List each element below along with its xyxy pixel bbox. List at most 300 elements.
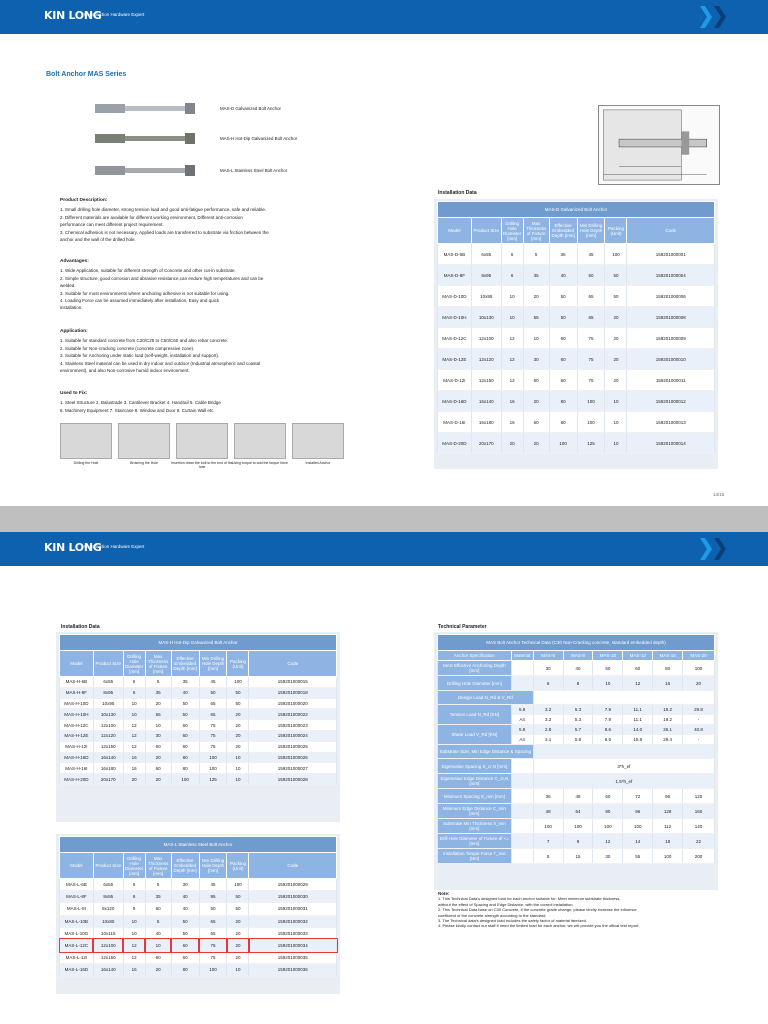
- table-cell: 120: [683, 789, 715, 804]
- table-cell: 60: [171, 952, 199, 964]
- table-cell: 112: [653, 819, 683, 834]
- table-cell: 20: [227, 730, 249, 741]
- table-row: [438, 849, 715, 864]
- step-label: Installed Anchor: [305, 461, 331, 465]
- table-cell: MAS-D-10D: [438, 286, 472, 307]
- table-cell: 65: [199, 709, 227, 720]
- table-cell: 10: [501, 286, 523, 307]
- row-label: Substrate Size, Min Edge Distance & Spacing: [438, 745, 534, 759]
- table-cell: 20: [683, 676, 715, 691]
- advantage-line: 1. Wide Application, suitable for different strength of Concrete and other cut-in substrate.: [60, 268, 236, 274]
- installation-steps: [60, 423, 350, 470]
- table-cell: 14: [623, 834, 653, 849]
- table-cell: 45: [577, 244, 605, 265]
- table-cell: 65: [577, 286, 605, 307]
- table-row: [438, 286, 715, 307]
- table-cell: 159201000026: [249, 752, 337, 763]
- table-cell: 10: [145, 720, 171, 731]
- application-line: 1. Suitable for standard concrete from C20/C25 to C50/C60 and also rebar concrete.: [60, 338, 229, 344]
- table-technical: [437, 634, 715, 864]
- table-cell: 10: [123, 709, 145, 720]
- column-header: MAS-6: [533, 651, 563, 661]
- table-row: [438, 691, 715, 705]
- table-cell: 10: [123, 698, 145, 709]
- table-cell: 10x95: [471, 286, 501, 307]
- step-label: Using torque to add the torque force: [231, 461, 289, 465]
- brand-logo: KIN LONG: [44, 9, 102, 22]
- table-cell: 159201000004: [627, 265, 715, 286]
- table-cell: 12x150: [471, 370, 501, 391]
- table-cell: 6x55: [93, 879, 123, 891]
- table-cell: 20: [523, 433, 549, 454]
- application-line: 2. Suitable for Non-cracking concrete (concrete compressive zone).: [60, 345, 195, 351]
- table-row: [438, 819, 715, 834]
- step-label: Insertion down the bolt to the end of the hole: [171, 461, 233, 470]
- table-cell: 30: [145, 730, 171, 741]
- product-label: MAS-D Galvanized Bolt Anchor: [220, 106, 282, 111]
- table-cell: 5: [145, 677, 171, 688]
- table-cell: 60: [593, 789, 623, 804]
- table-cell: 45: [199, 677, 227, 688]
- table-row: [438, 391, 715, 412]
- table-cell: 20: [227, 741, 249, 752]
- material-cell: [511, 819, 533, 834]
- table-row: [60, 741, 337, 752]
- used-to-fix: [60, 390, 350, 414]
- table-cell: MAS-D-10H: [438, 307, 472, 328]
- table-cell: 65: [199, 927, 227, 939]
- table-cell: 10x80: [93, 915, 123, 927]
- table-cell: MAS-L-10B: [60, 915, 94, 927]
- table-cell: 16: [123, 763, 145, 774]
- table-row: [60, 927, 337, 939]
- table-cell: 12: [123, 720, 145, 731]
- row-label: Drilling Hole Diameter [mm]: [438, 676, 512, 691]
- table-cell: 12: [623, 676, 653, 691]
- table-cell: -: [683, 735, 715, 745]
- column-header: Model: [60, 853, 94, 879]
- table-cell: 100: [623, 819, 653, 834]
- table-cell: 100: [227, 879, 249, 891]
- table-cell: 35: [523, 265, 549, 286]
- usedfor-heading: Used to Fix:: [60, 391, 88, 396]
- material-cell: [511, 834, 533, 849]
- column-header: Drilling Hole Diameter [mm]: [501, 218, 523, 244]
- table-cell: 50: [605, 265, 627, 286]
- table-cell: 10x130: [93, 709, 123, 720]
- table-cell: 3.1: [533, 735, 563, 745]
- column-header: Packing (Unit): [227, 853, 249, 879]
- table-cell: 159201000022: [249, 709, 337, 720]
- table-cell: 159201000010: [627, 349, 715, 370]
- table-cell: 10: [605, 412, 627, 433]
- table-cell: 159201000029: [249, 879, 337, 891]
- advantage-line: installation.: [60, 305, 83, 311]
- table-row: [438, 433, 715, 454]
- table-row: [438, 804, 715, 819]
- material-cell: 5.8: [511, 705, 533, 715]
- table-cell: 50: [227, 687, 249, 698]
- table-cell: 6: [123, 677, 145, 688]
- table-cell: 15: [563, 849, 593, 864]
- column-header: MAS-16: [653, 651, 683, 661]
- description-line: anchor and the wall of the drilled hole.: [60, 237, 136, 243]
- table-cell: 75: [199, 952, 227, 964]
- table-cell: 80: [171, 752, 199, 763]
- table-cell: 159201000032: [249, 915, 337, 927]
- column-header: MAS-20: [683, 651, 715, 661]
- catalog-page-14: [0, 0, 768, 506]
- table-cell: 20: [145, 964, 171, 976]
- table-cell: 20: [145, 774, 171, 785]
- table-cell: 35: [171, 677, 199, 688]
- column-header: Max Thickness of Fixture [mm]: [523, 218, 549, 244]
- table-cell: 50: [227, 891, 249, 903]
- table-cell: 6: [123, 687, 145, 698]
- table-cell: 159201000013: [627, 412, 715, 433]
- table-cell: 50: [171, 698, 199, 709]
- table-cell: 36: [533, 789, 563, 804]
- table-row: [438, 661, 715, 676]
- table-cell: 75: [199, 730, 227, 741]
- section-title: Bolt Anchor MAS Series: [46, 71, 127, 78]
- table-row: [60, 952, 337, 964]
- column-header: Code: [249, 651, 337, 677]
- table-cell: 80: [549, 391, 577, 412]
- table-cell: 5: [523, 244, 549, 265]
- table-cell: 20: [501, 433, 523, 454]
- column-header: Code: [249, 853, 337, 879]
- chevron-right-icon: [700, 538, 712, 560]
- table-cell: 50: [171, 915, 199, 927]
- table-cell: 20: [145, 752, 171, 763]
- material-cell: [511, 849, 533, 864]
- table-cell: MAS-H-16I: [60, 763, 94, 774]
- table-cell: MAS-L-8I: [60, 903, 94, 915]
- column-header: Model: [438, 218, 472, 244]
- table-cell: 12: [123, 730, 145, 741]
- table-cell: 20: [605, 328, 627, 349]
- table-cell: 80: [549, 412, 577, 433]
- table-mas-h: [59, 634, 337, 785]
- table-cell: 29.8: [683, 705, 715, 715]
- table-cell: 16: [653, 676, 683, 691]
- table-cell: 159201000025: [249, 741, 337, 752]
- table-cell: 159201000009: [627, 328, 715, 349]
- table-cell: 20: [227, 952, 249, 964]
- table-cell: 20: [227, 927, 249, 939]
- table-cell: 159201000035: [249, 952, 337, 964]
- table-cell: 10: [227, 964, 249, 976]
- table-cell: 159201000015: [249, 677, 337, 688]
- step-image: [60, 423, 112, 459]
- table-cell: MAS-H-16D: [60, 752, 94, 763]
- table-cell: MAS-D-20D: [438, 433, 472, 454]
- table-cell: 20x170: [93, 774, 123, 785]
- column-header: Max Thickness of Fixture [mm]: [145, 853, 171, 879]
- table-row: [438, 676, 715, 691]
- table-cell: 125: [577, 433, 605, 454]
- table-cell: 30: [171, 879, 199, 891]
- table-cell: 35: [145, 687, 171, 698]
- table-cell: 80: [653, 661, 683, 676]
- row-label: Eigenvalue Spacing S_cr,N [mm]: [438, 759, 512, 774]
- table-cell: 160: [683, 804, 715, 819]
- brand-logo: KIN LONG: [44, 541, 102, 554]
- table-cell: 60: [171, 730, 199, 741]
- table-cell: MAS-H-12C: [60, 720, 94, 731]
- table-cell: 10: [501, 307, 523, 328]
- step-image: [118, 423, 170, 459]
- table-row: [438, 328, 715, 349]
- row-label: Substrate Min Thickness h_min [mm]: [438, 819, 512, 834]
- table-cell: MAS-D-12I: [438, 370, 472, 391]
- table-cell: [533, 691, 714, 705]
- table-cell: MAS-D-8F: [438, 265, 472, 286]
- table-cell: 5: [145, 879, 171, 891]
- table-cell: 60: [549, 328, 577, 349]
- table-cell: 20: [227, 939, 249, 951]
- column-header: Anchor Specification: [438, 651, 512, 661]
- table-cell: 10: [227, 774, 249, 785]
- table-cell: 3.2: [533, 715, 563, 725]
- table-cell: 12: [593, 834, 623, 849]
- table-cell: 50: [549, 307, 577, 328]
- table-cell: 60: [171, 939, 199, 951]
- table-cell: 159201000020: [249, 698, 337, 709]
- column-header: Effective Embedded Depth [mm]: [171, 853, 199, 879]
- step-image: [292, 423, 344, 459]
- table-cell: 40: [171, 903, 199, 915]
- table-cell: 11.1: [623, 715, 653, 725]
- table-row: [60, 709, 337, 720]
- table-cell: 159201000034: [249, 939, 337, 951]
- table-cell: MAS-H-6B: [60, 677, 94, 688]
- table-cell: 159201000031: [249, 903, 337, 915]
- table-cell: 64: [563, 804, 593, 819]
- table-cell: 3*h_ef: [533, 759, 714, 774]
- table-cell: 10: [227, 752, 249, 763]
- table-cell: 16: [501, 412, 523, 433]
- table-caption: MAS-H Hot-Dip Galvanized Bolt Anchor: [60, 635, 337, 651]
- material-cell: [511, 759, 533, 774]
- table-cell: MAS-L-10G: [60, 927, 94, 939]
- table-cell: 40: [549, 265, 577, 286]
- row-label: MAS Effective Anchoring Depth [mm]: [438, 661, 512, 676]
- table-cell: 60: [549, 370, 577, 391]
- table-cell: 100: [199, 752, 227, 763]
- table-cell: 6: [123, 879, 145, 891]
- advantage-line: 2. Simple structure, good corrosion and abrasive resistance,can endure high temperatures and can be: [60, 275, 264, 281]
- table-row: [60, 698, 337, 709]
- table-cell: 8x95: [93, 891, 123, 903]
- table-cell: 159201000027: [249, 763, 337, 774]
- row-label: Eigenvalue Edge Distance C_cr,N [mm]: [438, 774, 512, 789]
- table-cell: 75: [199, 720, 227, 731]
- table-row: [60, 763, 337, 774]
- table-cell: 159201000024: [249, 730, 337, 741]
- table-cell: 50: [577, 265, 605, 286]
- table-cell: 10: [605, 433, 627, 454]
- description-heading: Product Description:: [60, 198, 108, 203]
- table-cell: MAS-H-12E: [60, 730, 94, 741]
- table-cell: 75: [199, 741, 227, 752]
- table-cell: 159201000008: [627, 307, 715, 328]
- table-cell: 5.7: [563, 725, 593, 735]
- table-row: [60, 730, 337, 741]
- table-cell: 10: [523, 328, 549, 349]
- table-cell: 60: [623, 661, 653, 676]
- table-row: [60, 939, 337, 951]
- table-cell: 5: [145, 915, 171, 927]
- table-caption: MAS-L Stainless Steel Bolt Anchor: [60, 837, 337, 853]
- table-row: [438, 244, 715, 265]
- advantage-line: welded.: [60, 283, 76, 289]
- note-line: coefficient of the concrete strength according to the standard.: [438, 912, 547, 918]
- chevron-right-icon: [714, 6, 726, 28]
- table-cell: 12: [501, 349, 523, 370]
- usedfor-line: 1. Steel Structure 2. Balustrade 3. Cantilever Bracket 4. Handrail 5. Cable Bridge: [60, 400, 221, 406]
- product-description: [60, 197, 350, 243]
- notes: [438, 891, 718, 929]
- table-row: [60, 903, 337, 915]
- row-label: Drill Hole Diameter of Fixture df <= [mm]: [438, 834, 512, 849]
- table-cell: MAS-L-12I: [60, 952, 94, 964]
- note-line: 3. The Technical data's designed load includes the safety factor of material itemized.: [438, 918, 587, 924]
- table-cell: 75: [577, 328, 605, 349]
- advantages: [60, 258, 350, 312]
- table-cell: MAS-D-12C: [438, 328, 472, 349]
- table-cell: 10: [593, 676, 623, 691]
- catalog-page-15: [0, 532, 768, 1024]
- table-cell: 159201000028: [249, 774, 337, 785]
- table-cell: MAS-D-6B: [438, 244, 472, 265]
- table-cell: 50: [171, 709, 199, 720]
- table-cell: 16x180: [93, 763, 123, 774]
- table-cell: 20: [605, 307, 627, 328]
- table-cell: 16x140: [471, 391, 501, 412]
- table-row: [60, 964, 337, 976]
- column-header: Material: [511, 651, 533, 661]
- notes-heading: Note:: [438, 891, 450, 896]
- table-cell: 12x120: [93, 730, 123, 741]
- table-cell: 12x150: [93, 741, 123, 752]
- brand-tagline: Construction Hardware Expert: [84, 12, 145, 17]
- table-cell: 60: [145, 741, 171, 752]
- product-label: MAS-H Hot-Dip Galvanized Bolt Anchor: [220, 136, 298, 141]
- table-row: [60, 891, 337, 903]
- table-cell: 20: [605, 370, 627, 391]
- table-cell: 10: [123, 915, 145, 927]
- table-cell: MAS-L-6B: [60, 879, 94, 891]
- column-header: Packing (Unit): [227, 651, 249, 677]
- table-cell: 140: [683, 819, 715, 834]
- table-cell: 20: [605, 349, 627, 370]
- table-cell: 6x55: [471, 244, 501, 265]
- table-cell: 100: [683, 661, 715, 676]
- material-cell: [511, 804, 533, 819]
- table-cell: 100: [593, 819, 623, 834]
- material-cell: [511, 661, 533, 676]
- table-cell: 65: [199, 698, 227, 709]
- table-cell: 6: [501, 244, 523, 265]
- table-cell: 14.0: [623, 725, 653, 735]
- table-cell: MAS-D-16I: [438, 412, 472, 433]
- table-cell: 12: [123, 952, 145, 964]
- table-cell: 96: [623, 804, 653, 819]
- column-header: Packing (Unit): [605, 218, 627, 244]
- chevron-right-icon: [700, 6, 712, 28]
- table-cell: MAS-L-8F: [60, 891, 94, 903]
- table-row: [438, 349, 715, 370]
- product-label: MAS-L Stainless Steel Bolt Anchor: [220, 168, 288, 173]
- table-cell: 16x140: [93, 964, 123, 976]
- step-image: [176, 423, 228, 459]
- application-line: environment), and also Non-corrosive humid indoor environment.: [60, 368, 190, 374]
- table-cell: 35: [549, 244, 577, 265]
- step-image: [234, 423, 286, 459]
- table-cell: 12x120: [471, 349, 501, 370]
- table-row: [60, 720, 337, 731]
- table-cell: 40: [563, 661, 593, 676]
- column-header: Min Drilling Hole Depth [mm]: [577, 218, 605, 244]
- table-cell: 1.5*h_ef: [533, 774, 714, 789]
- table-cell: 15.8: [623, 735, 653, 745]
- table-cell: 6: [123, 891, 145, 903]
- note-line: without the effect of Spacing and Edge Distance, with the correct installation.: [438, 901, 574, 907]
- table-cell: 55: [145, 709, 171, 720]
- table-row: [438, 705, 715, 715]
- row-label: Tension Load N_Rd [KN]: [438, 705, 512, 725]
- table-row: [60, 879, 337, 891]
- table-row: [438, 834, 715, 849]
- table-cell: 80: [171, 964, 199, 976]
- row-label: Shear Load V_Rd [KN]: [438, 725, 512, 745]
- table-cell: 12: [501, 370, 523, 391]
- table-cell: 100: [171, 774, 199, 785]
- header-bar: [0, 532, 768, 566]
- table-cell: 12x100: [93, 939, 123, 951]
- column-header: Product Size: [93, 651, 123, 677]
- table-cell: 6x55: [93, 677, 123, 688]
- table-cell: 7.9: [593, 715, 623, 725]
- installation-data-title: Installation Data: [438, 190, 477, 196]
- table-cell: 128: [653, 804, 683, 819]
- table-cell: 7: [533, 834, 563, 849]
- table-cell: 95: [199, 891, 227, 903]
- application-line: 3. Suitable for Anchoring under static load (self-weight, installation and support).: [60, 353, 220, 359]
- chevron-right-icon: [714, 538, 726, 560]
- table-cell: 19.2: [653, 715, 683, 725]
- table-cell: 159201000014: [627, 433, 715, 454]
- table-cell: 5.3: [563, 715, 593, 725]
- table-cell: 10x130: [471, 307, 501, 328]
- column-header: Model: [60, 651, 94, 677]
- table-cell: 159201000023: [249, 720, 337, 731]
- table-cell: 26.1: [653, 725, 683, 735]
- table-cell: 60: [145, 903, 171, 915]
- header-bar: [0, 0, 768, 34]
- table-cell: 159201000018: [249, 687, 337, 698]
- table-cell: 16: [501, 391, 523, 412]
- table-cell: 100: [653, 849, 683, 864]
- table-cell: 159201000033: [249, 927, 337, 939]
- table-cell: 48: [533, 804, 563, 819]
- table-cell: 60: [549, 349, 577, 370]
- table-cell: 100: [577, 391, 605, 412]
- table-row: [60, 915, 337, 927]
- usedfor-line: 6. Machinery Equipment 7. Staircase 8. Window and Door 9. Curtain Wall etc: [60, 407, 214, 413]
